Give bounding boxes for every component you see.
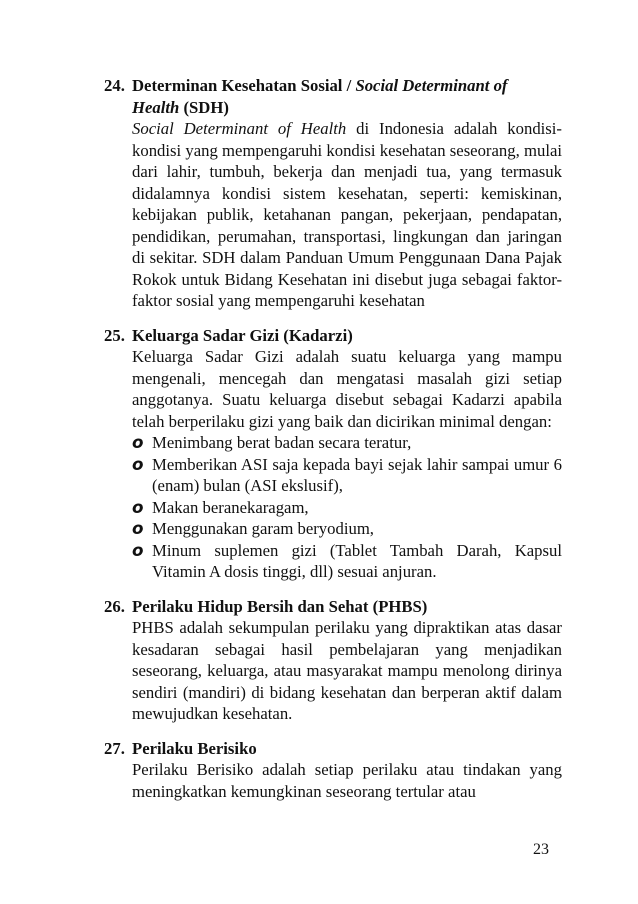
list-item	[132, 432, 562, 454]
criteria-list	[104, 432, 562, 583]
circle-bullet-icon: o	[132, 539, 144, 560]
section-27	[104, 738, 562, 803]
list-item-text: Memberikan ASI saja kepada bayi sejak lahir sampai umur 6 (enam) bulan (ASI ekslusif),	[152, 454, 562, 495]
section-heading	[104, 325, 562, 347]
section-25	[104, 325, 562, 583]
page-content	[104, 75, 562, 815]
section-number: 26.	[104, 596, 125, 616]
list-item	[132, 540, 562, 583]
section-paragraph	[104, 118, 562, 312]
section-24	[104, 75, 562, 312]
term-italic: Social Determinant of Health	[132, 119, 347, 138]
section-heading	[104, 75, 562, 118]
heading-italic-text: Health	[132, 97, 180, 117]
list-item-text: Menggunakan garam beryodium,	[152, 519, 374, 538]
section-paragraph: PHBS adalah sekumpulan perilaku yang dipraktikan atas dasar kesadaran sebagai hasil pembelajaran yang menjadikan seseorang, keluarga, atau masyarakat mampu menolong dirinya sendiri (mandiri) di bidang kesehatan dan berperan aktif dalam mewujudkan kesehatan.	[132, 618, 562, 723]
page-number: 23	[533, 841, 549, 858]
section-number: 27.	[104, 738, 125, 758]
section-heading	[104, 596, 562, 618]
section-paragraph: Keluarga Sadar Gizi adalah suatu keluarga yang mampu mengenali, mencegah dan mengatasi masalah gizi setiap anggotanya. Suatu keluarga disebut sebagai Kadarzi apabila telah berperilaku gizi yang baik dan dicirikan minimal dengan:	[132, 347, 562, 431]
circle-bullet-icon: o	[132, 518, 144, 538]
list-item-text: Makan beranekaragam,	[152, 497, 309, 517]
list-item	[132, 518, 562, 540]
section-number: 25.	[104, 325, 125, 345]
heading-italic-text: Social Determinant of	[355, 76, 508, 95]
section-heading	[104, 738, 562, 760]
heading-text: Keluarga Sadar Gizi (Kadarzi)	[132, 325, 353, 345]
section-number: 24.	[104, 76, 125, 95]
circle-bullet-icon: o	[132, 496, 144, 517]
list-item-text: Minum suplemen gizi (Tablet Tambah Darah, Kapsul Vitamin A dosis tinggi, dll) sesuai anjuran.	[152, 540, 562, 581]
list-item	[132, 497, 562, 519]
list-item	[132, 454, 562, 497]
list-item-text: Menimbang berat badan secara teratur,	[152, 433, 412, 452]
paragraph-text: di Indonesia adalah kondisi-kondisi yang mempengaruhi kondisi kesehatan seseorang, mulai dari lahir, tumbuh, bekerja dan menjadi tua, yang termasuk didalamnya kondisi sistem kesehatan, seperti: kemiskinan, kebijakan publik, ketahanan pangan, pekerjaan, pendapatan, pendidikan, perumahan, transportasi, lingkungan dan jaringan di sekitar. SDH dalam Panduan Umum Penggunaan Dana Pajak Rokok untuk Bidang Kesehatan ini disebut juga sebagai faktor-faktor sosial yang mempengaruhi kesehatan	[132, 119, 562, 310]
circle-bullet-icon: o	[132, 432, 144, 452]
heading-text: Perilaku Hidup Bersih dan Sehat (PHBS)	[132, 596, 428, 616]
heading-abbrev: (SDH)	[179, 97, 229, 117]
section-26	[104, 596, 562, 725]
circle-bullet-icon: o	[132, 453, 144, 474]
heading-text: Determinan Kesehatan Sosial /	[132, 76, 356, 95]
heading-text: Perilaku Berisiko	[132, 738, 257, 758]
section-paragraph: Perilaku Berisiko adalah setiap perilaku atau tindakan yang meningkatkan kemungkinan seseorang tertular atau	[132, 760, 562, 801]
